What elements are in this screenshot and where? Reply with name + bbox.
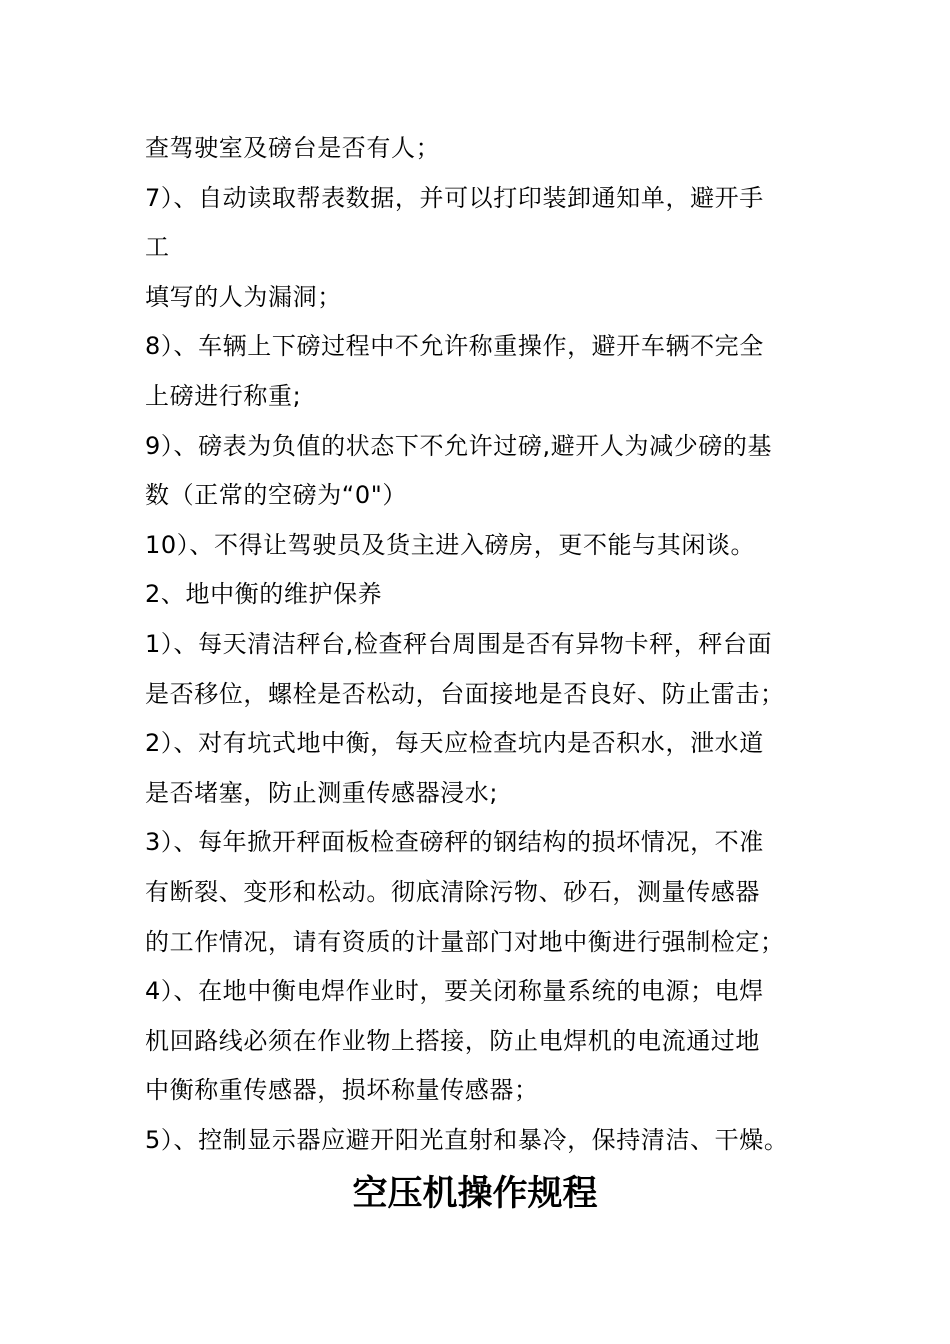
- text-line-13: 2）、对有坑式地中衡，每天应检查坑内是否积水，泄水道: [145, 729, 764, 758]
- text-line-9: 10）、不得让驾驶员及货主进入磅房，更不能与其闲谈。: [145, 530, 756, 559]
- text-line-11: 1）、每天清洁秤台,检查秤台周围是否有异物卡秤，秤台面: [145, 629, 773, 658]
- text-line-5: 8）、车辆上下磅过程中不允许称重操作，避开车辆不完全: [145, 332, 764, 361]
- text-line-20: 中衡称重传感器，损坏称量传感器；: [145, 1076, 539, 1105]
- document-body: [145, 124, 815, 1165]
- section-title: 空压机操作规程: [352, 1174, 598, 1214]
- text-line-1: 查驾驶室及磅台是否有人；: [145, 134, 441, 162]
- text-line-21: 5）、控制显示器应避开阳光直射和暴冷，保持清洁、干燥。: [145, 1125, 789, 1154]
- text-line-3: 工: [145, 233, 170, 262]
- text-line-6: 上磅进行称重;: [145, 381, 302, 410]
- text-line-16: 有断裂、变形和松动。彻底清除污物、砂石，测量传感器: [145, 877, 760, 906]
- text-line-7: 9）、磅表为负值的状态下不允许过磅,避开人为减少磅的基: [145, 431, 773, 460]
- text-line-12: 是否移位，螺栓是否松动，台面接地是否良好、防止雷击；: [145, 679, 785, 708]
- text-line-14: 是否堵塞，防止测重传感器浸水;: [145, 778, 499, 807]
- section-heading-maintenance: 2、地中衡的维护保养: [145, 580, 383, 609]
- text-line-19: 机回路线必须在作业物上搭接，防止电焊机的电流通过地: [145, 1026, 760, 1055]
- text-line-4: 填写的人为漏洞；: [145, 282, 342, 311]
- text-line-8: 数（正常的空磅为“0"）: [145, 481, 407, 510]
- text-line-18: 4）、在地中衡电焊作业时，要关闭称量系统的电源；电焊: [145, 977, 764, 1006]
- text-line-17: 的工作情况，请有资质的计量部门对地中衡进行强制检定；: [145, 927, 785, 956]
- text-line-2: 7）、自动读取帮表数据，并可以打印装卸通知单，避开手: [145, 183, 764, 212]
- text-line-15: 3）、每年掀开秤面板检查磅秤的钢结构的损坏情况，不准: [145, 828, 764, 857]
